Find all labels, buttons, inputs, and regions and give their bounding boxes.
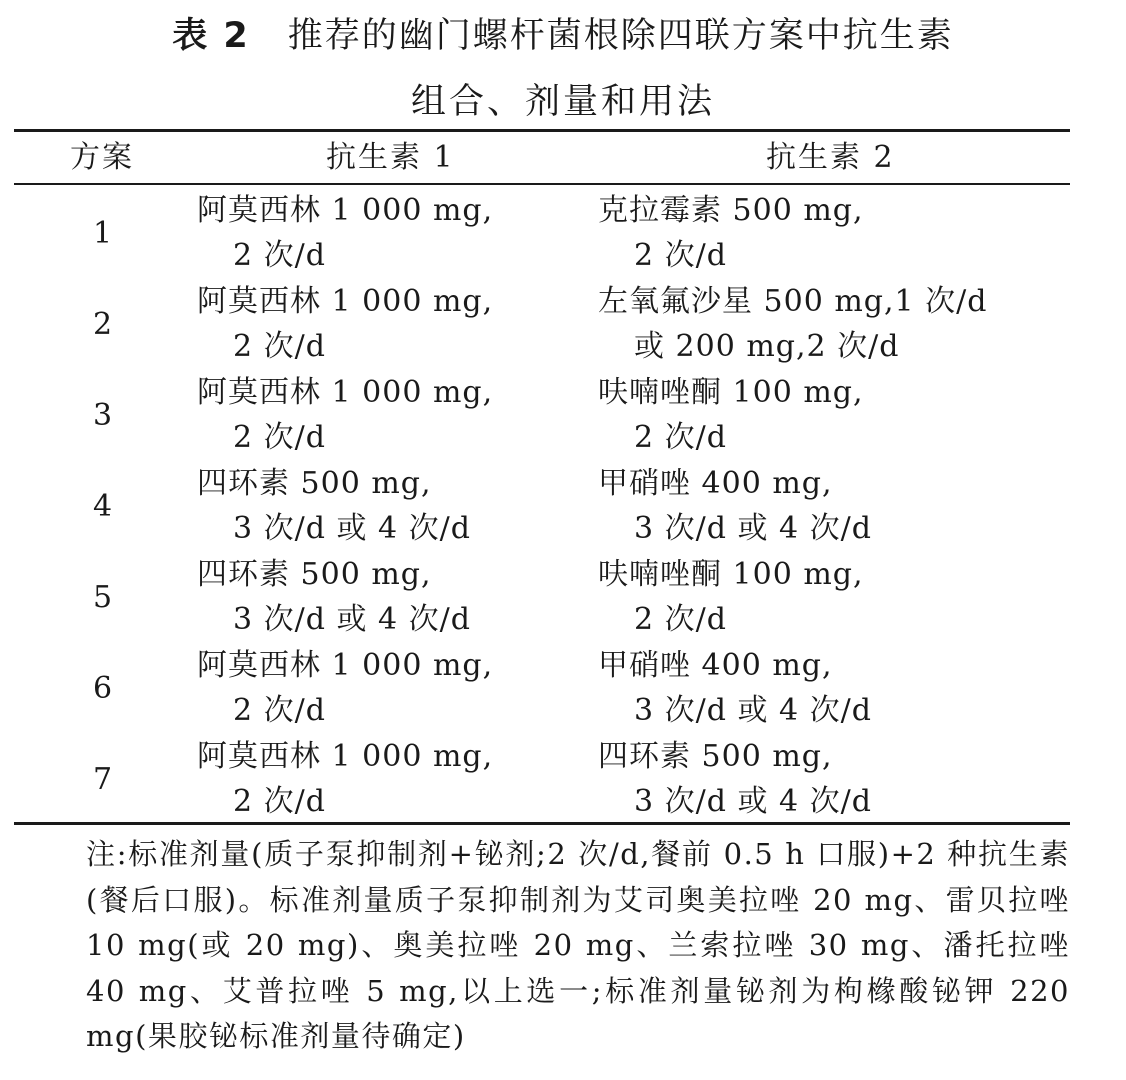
cell-line: 2 次/d — [634, 420, 727, 455]
antibiotic-1-cell — [197, 279, 493, 369]
scheme-number: 7 — [93, 762, 113, 797]
cell-line: 甲硝唑 400 mg, — [598, 648, 833, 683]
scheme-number: 6 — [93, 671, 113, 706]
antibiotic-1-cell — [197, 370, 493, 460]
cell-line: 呋喃唑酮 100 mg, — [598, 557, 864, 592]
table-title-continued: 组合、剂量和用法 — [410, 82, 715, 122]
antibiotic-2-cell — [598, 552, 864, 642]
antibiotic-1-cell — [197, 188, 493, 278]
scheme-number: 3 — [93, 398, 113, 433]
antibiotic-1-cell — [197, 552, 471, 642]
antibiotic-2-cell — [598, 643, 872, 733]
cell-line: 四环素 500 mg, — [197, 557, 432, 592]
cell-line: 呋喃唑酮 100 mg, — [598, 375, 864, 410]
cell-line: 3 次/d 或 4 次/d — [634, 784, 872, 819]
scheme-number: 4 — [93, 489, 113, 524]
table-title — [0, 10, 1126, 62]
table-row — [0, 643, 1126, 734]
cell-line: 阿莫西林 1 000 mg, — [197, 648, 494, 683]
cell-line: 2 次/d — [233, 238, 326, 273]
cell-line: 阿莫西林 1 000 mg, — [197, 739, 494, 774]
cell-line: 2 次/d — [634, 602, 727, 637]
table-bottom-rule — [14, 822, 1070, 825]
table-row — [0, 188, 1126, 279]
antibiotic-1-cell — [197, 461, 471, 551]
footnote-text: 注:标准剂量(质子泵抑制剂+铋剂;2 次/d,餐前 0.5 h 口服)+2 种抗生素(餐后口服)。标准剂量质子泵抑制剂为艾司奥美拉唑 20 mg、雷贝拉唑 10 mg(或 20 mg)、奥美拉唑 20 mg、兰索拉唑 30 mg、潘托拉唑 40 mg、艾普拉唑 5 mg,以上选一;标准剂量铋剂为枸橼酸铋钾 220 mg(果胶铋标准剂量待确定) — [86, 837, 1070, 1053]
cell-line: 2 次/d — [634, 238, 727, 273]
table-row — [0, 734, 1126, 825]
table-title-text: 推荐的幽门螺杆菌根除四联方案中抗生素 — [287, 16, 954, 56]
table-row — [0, 552, 1126, 643]
antibiotic-1-cell — [197, 734, 493, 824]
cell-line: 2 次/d — [233, 784, 326, 819]
table-footnote — [14, 832, 1070, 1060]
header-scheme: 方案 — [70, 140, 134, 175]
table-row — [0, 370, 1126, 461]
antibiotic-1-cell — [197, 643, 493, 733]
table-row — [0, 461, 1126, 552]
cell-line: 或 200 mg,2 次/d — [634, 329, 900, 364]
table-top-rule — [14, 129, 1070, 132]
cell-line: 2 次/d — [233, 693, 326, 728]
antibiotic-2-cell — [598, 461, 872, 551]
cell-line: 四环素 500 mg, — [598, 739, 833, 774]
cell-line: 左氧氟沙星 500 mg,1 次/d — [598, 284, 988, 319]
cell-line: 3 次/d 或 4 次/d — [634, 693, 872, 728]
cell-line: 3 次/d 或 4 次/d — [233, 511, 471, 546]
antibiotic-2-cell — [598, 188, 864, 278]
cell-line: 3 次/d 或 4 次/d — [233, 602, 471, 637]
cell-line: 2 次/d — [233, 329, 326, 364]
cell-line: 克拉霉素 500 mg, — [598, 193, 864, 228]
scheme-number: 5 — [93, 580, 113, 615]
header-antibiotic-2: 抗生素 2 — [766, 140, 895, 175]
cell-line: 甲硝唑 400 mg, — [598, 466, 833, 501]
header-antibiotic-1: 抗生素 1 — [326, 140, 455, 175]
cell-line: 阿莫西林 1 000 mg, — [197, 375, 494, 410]
scheme-number: 1 — [93, 216, 113, 251]
antibiotic-2-cell — [598, 370, 864, 460]
antibiotic-2-cell — [598, 734, 872, 824]
cell-line: 四环素 500 mg, — [197, 466, 432, 501]
table-label: 表 2 — [172, 16, 250, 56]
cell-line: 2 次/d — [233, 420, 326, 455]
cell-line: 阿莫西林 1 000 mg, — [197, 284, 494, 319]
table-header-rule — [14, 183, 1070, 185]
scheme-number: 2 — [93, 307, 113, 342]
table-row — [0, 279, 1126, 370]
cell-line: 3 次/d 或 4 次/d — [634, 511, 872, 546]
cell-line: 阿莫西林 1 000 mg, — [197, 193, 494, 228]
antibiotic-2-cell — [598, 279, 987, 369]
